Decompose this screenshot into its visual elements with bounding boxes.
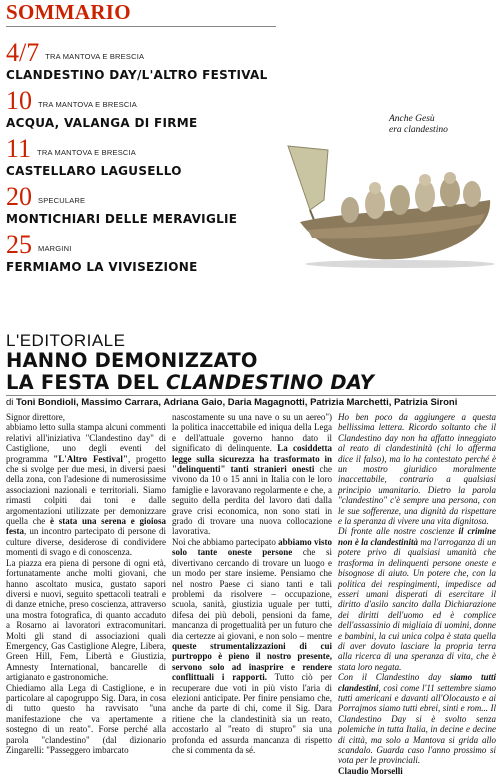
toc-item-3[interactable] — [6, 136, 182, 178]
toc-title: CLANDESTINO DAY/L'ALTRO FESTIVAL — [6, 68, 268, 82]
boat-sculpture-image — [280, 140, 500, 270]
page-number: 4/7 — [6, 38, 40, 67]
toc-title: FERMIAMO LA VIVISEZIONE — [6, 260, 198, 274]
article-column-2: nascostamente su una nave o su un aereo") la politica inaccettabile ed iniqua della Lega e dell'attuale governo hanno dato il significato di delinquente. La cosiddetta legge sulla sicurezza ha trasformato in "delinquenti" tanti stranieri onesti che vivono da 10 o 15 anni in Italia con le loro famiglie e lavoravano regolarmente e che, a seguito della perdita del lavoro dati dalla grave crisi economica, non sono stati in grado di trovare una nuova collocazione lavorativa. Noi che abbiamo partecipato abbiamo visto solo tante oneste persone che si divertivano cercando di trovare un luogo e un modo per stare insieme. Pensiamo che nel nostro Paese ci siano tanti e tali problemi da risolvere – occupazione, scuola, sanità, giustizia uguale per tutti, difesa dei più deboli, pensioni da fame, mancanza di progettualità per un futuro che dia certezze ai giovani, e non solo – mentre queste strumentalizzazioni di cui purtroppo è pieno il nostro presente, servono solo ad inasprire e rendere conflittuali i rapporti. Tutto ciò per recuperare due voti in più visto l'aria di elezioni anticipate. Per finire pensiamo che, anche da parte di chi, come il Sig. Dara ritiene che la clandestinità sia un reato, accostarlo al "reato di stupro" sia una profonda ed assurda mancanza di rispetto che si commenta da sé. — [172, 412, 333, 755]
toc-title: CASTELLARO LAGUSELLO — [6, 164, 182, 178]
editorial-divider — [6, 395, 496, 396]
section-tag: TRA MANTOVA E BRESCIA — [45, 52, 145, 61]
editorial-kicker: L'EDITORIALE — [6, 331, 126, 350]
image-caption: Anche Gesù era clandestino — [389, 114, 448, 135]
section-title: SOMMARIO — [6, 0, 131, 24]
toc-item-1[interactable] — [6, 40, 268, 82]
signature: Claudio Morselli — [338, 765, 403, 776]
page-number: 10 — [6, 86, 32, 115]
section-tag: TRA MANTOVA E BRESCIA — [37, 148, 136, 157]
article-column-3: Ho ben poco da aggiungere a questa bellissima lettera. Ricordo soltanto che il Clandestino day non ha affatto inneggiato al reato di clandestinità (chi lo afferma dice il falso), ma lo ha contestato perché è un mostro giuridico moralmente inaccettabile, contrario a qualsiasi principio umanitario. Dietro la parola "clandestino" c'è sempre una persona, con le sue sofferenze, una dignità da rispettare e la speranza di vivere una vita dignitosa. Di fronte alle nostre coscienze il crimine non è la clandestinità ma l'arroganza di un potere privo di qualsiasi umanità che trasforma in delinquenti persone oneste e bisognose di aiuto. Un potere che, con la politica dei respingimenti, impedisce ad esseri umani disperati di esercitare il diritto d'asilo sancito dalla Dichiarazione dei diritti dell'uomo ed è complice dell'assassinio di migliaia di uomini, donne e bambini, la cui unica colpa è stata quella di aver dovuto lasciare la propria terra alla ricerca di una speranza di vita, che è stata loro negata. Con il Clandestino day siamo tutti clandestini, così come l'11 settembre siamo tutti americani e davanti all'Olocausto e ai Porrajmos siamo tutti ebrei, sinti e rom... Il Clandestino Day si è svolto senza polemiche in tutta Italia, in decine e decine di città, ma solo a Mantova si grida allo scandalo. Guarda caso l'anno prossimo si vota per le provinciali. Claudio Morselli — [338, 412, 497, 776]
toc-item-4[interactable] — [6, 184, 237, 226]
toc-title: MONTICHIARI DELLE MERAVIGLIE — [6, 212, 238, 226]
editorial-headline: HANNO DEMONIZZATO LA FESTA DEL CLANDESTINO DAY — [6, 349, 375, 394]
toc-item-2[interactable] — [6, 88, 198, 130]
section-tag: TRA MANTOVA E BRESCIA — [38, 100, 137, 109]
page-number: 11 — [6, 134, 32, 163]
authors-line: di Toni Bondioli, Massimo Carrara, Adriana Gaio, Daria Magagnotti, Patrizia Marchetti, Patrizia Sironi — [6, 397, 458, 408]
page-number: 20 — [6, 182, 32, 211]
toc-item-5[interactable] — [6, 232, 198, 274]
page-number: 25 — [6, 230, 32, 259]
article-column-1: Signor direttore, abbiamo letto sulla stampa alcuni commenti relativi all'iniziativa "Clandestino day" di Castiglione, uno degli eventi del programma "L'Altro Festival", progetto che si svolge per due mesi, in diversi paesi della zona, con l'adesione di numerosissime associazioni nazionali e territoriali. Siamo rimasti colpiti dai toni e dalle argomentazioni utilizzate per demonizzare quella che è stata una serena e gioiosa festa, un incontro partecipato di persone di culture diverse, desiderose di condividere momenti di svago e di conoscenza. La piazza era piena di persone di ogni età, fortunatamente anche molti giovani, che hanno ascoltato musica, gustato sapori diversi e nuovi, seguito spettacoli teatrali e di danze etniche, preso coscienza, attraverso una mostra fotografica, di quanto accaduto a Rosarno ai lavoratori extracomunitari. Molti gli stand di associazioni quali Emergency, Gas Castiglione Alegre, Libera, Green Hill, Fem, Libertà e Giustizia, Amnesty International, bancarelle di artigianato e gastronomiche. Chiediamo alla Lega di Castiglione, e in particolare al capogruppo Sig. Dara, in cosa di tutto questo ha ravvisato "una manifestazione che va apertamente a sostegno di un reato". Forse perché alla parola "clandestino" (dal dizionario Zingarelli: "Passeggero imbarcato — [6, 412, 166, 755]
section-tag: SPECULARE — [38, 196, 86, 205]
section-tag: MARGINI — [38, 244, 72, 253]
toc-title: ACQUA, VALANGA DI FIRME — [6, 116, 198, 130]
header-divider — [6, 26, 276, 27]
